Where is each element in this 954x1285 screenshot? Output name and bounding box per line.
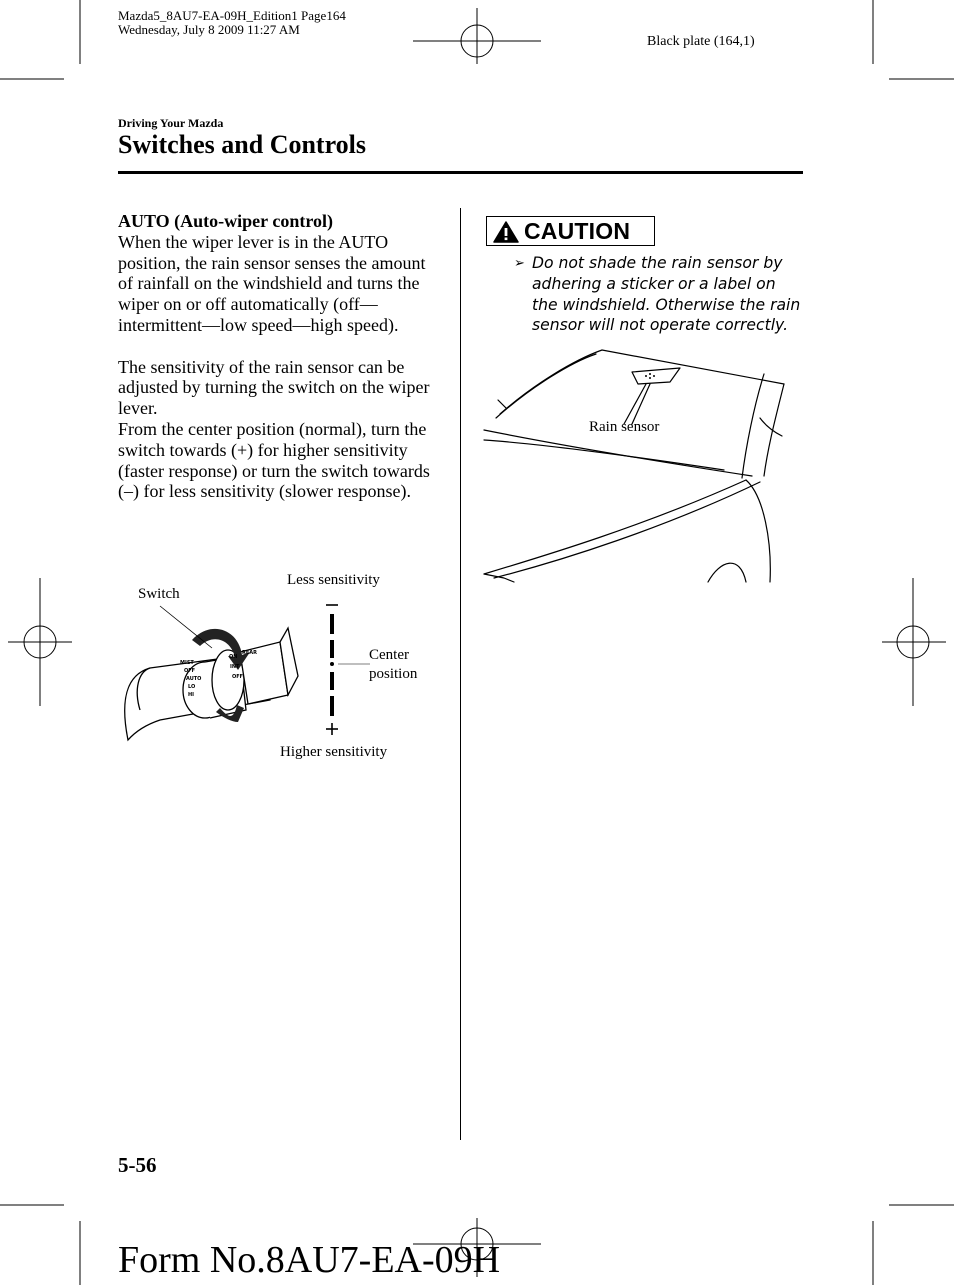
label-switch: Switch [138,586,180,602]
title-rule [118,171,803,174]
ring-label-auto: AUTO [186,676,202,682]
page-title: Switches and Controls [118,130,367,159]
ring-label-off: OFF [184,668,196,674]
rear-label-int: INT [230,664,240,670]
registration-mark-right [882,578,946,706]
caution-bullet-icon: ➢ [514,256,525,271]
print-header-line1: Mazda5_8AU7-EA-09H_Edition1 Page164 [118,8,346,23]
ring-label-mist: MIST [180,660,194,666]
print-header-line2: Wednesday, July 8 2009 11:27 AM [118,22,300,37]
label-higher-sensitivity: Higher sensitivity [280,744,388,760]
rear-label-off: OFF [232,674,244,680]
caution-label: CAUTION [524,218,631,244]
left-column-text [118,211,436,502]
ring-label-lo: LO [188,684,196,690]
rain-sensor-housing [632,368,680,384]
registration-mark-top [413,8,541,64]
column-divider [460,208,461,1140]
label-less-sensitivity: Less sensitivity [287,572,380,588]
caution-box [486,216,655,246]
subheading-auto-wiper: AUTO (Auto-wiper control) [118,211,333,231]
rear-label-rear: REAR [242,650,257,656]
page-number: 5-56 [118,1153,157,1177]
rain-sensor-dots [645,373,655,379]
paragraph-center-position: From the center position (normal), turn the switch towards (+) for higher sensitivity (faster response) or turn the switch towards (–) for less sensitivity (slower response). [118,418,430,502]
rear-label-on: ON [229,654,238,660]
label-rain-sensor: Rain sensor [589,419,660,435]
label-center: Center [369,647,409,663]
print-header-plate: Black plate (164,1) [647,34,755,49]
windshield-illustration [484,346,784,584]
ring-label-hi: HI [188,692,195,698]
registration-mark-left [8,578,72,706]
form-number: Form No.8AU7-EA-09H [118,1239,501,1281]
warning-triangle-icon [492,220,520,244]
caution-text: Do not shade the rain sensor by adhering a sticker or a label on the windshield. Otherwise the rain sensor will not operate correctly. [532,254,801,335]
paragraph-sensitivity: The sensitivity of the rain sensor can be adjusted by turning the switch on the wiper lever. [118,356,430,419]
label-position: position [369,666,418,682]
section-label: Driving Your Mazda [118,116,224,130]
paragraph-auto-description: When the wiper lever is in the AUTO position, the rain sensor senses the amount of rainfall on the windshield and turns the wiper on or off automatically (off—intermittent—low speed—high speed). [118,231,426,335]
